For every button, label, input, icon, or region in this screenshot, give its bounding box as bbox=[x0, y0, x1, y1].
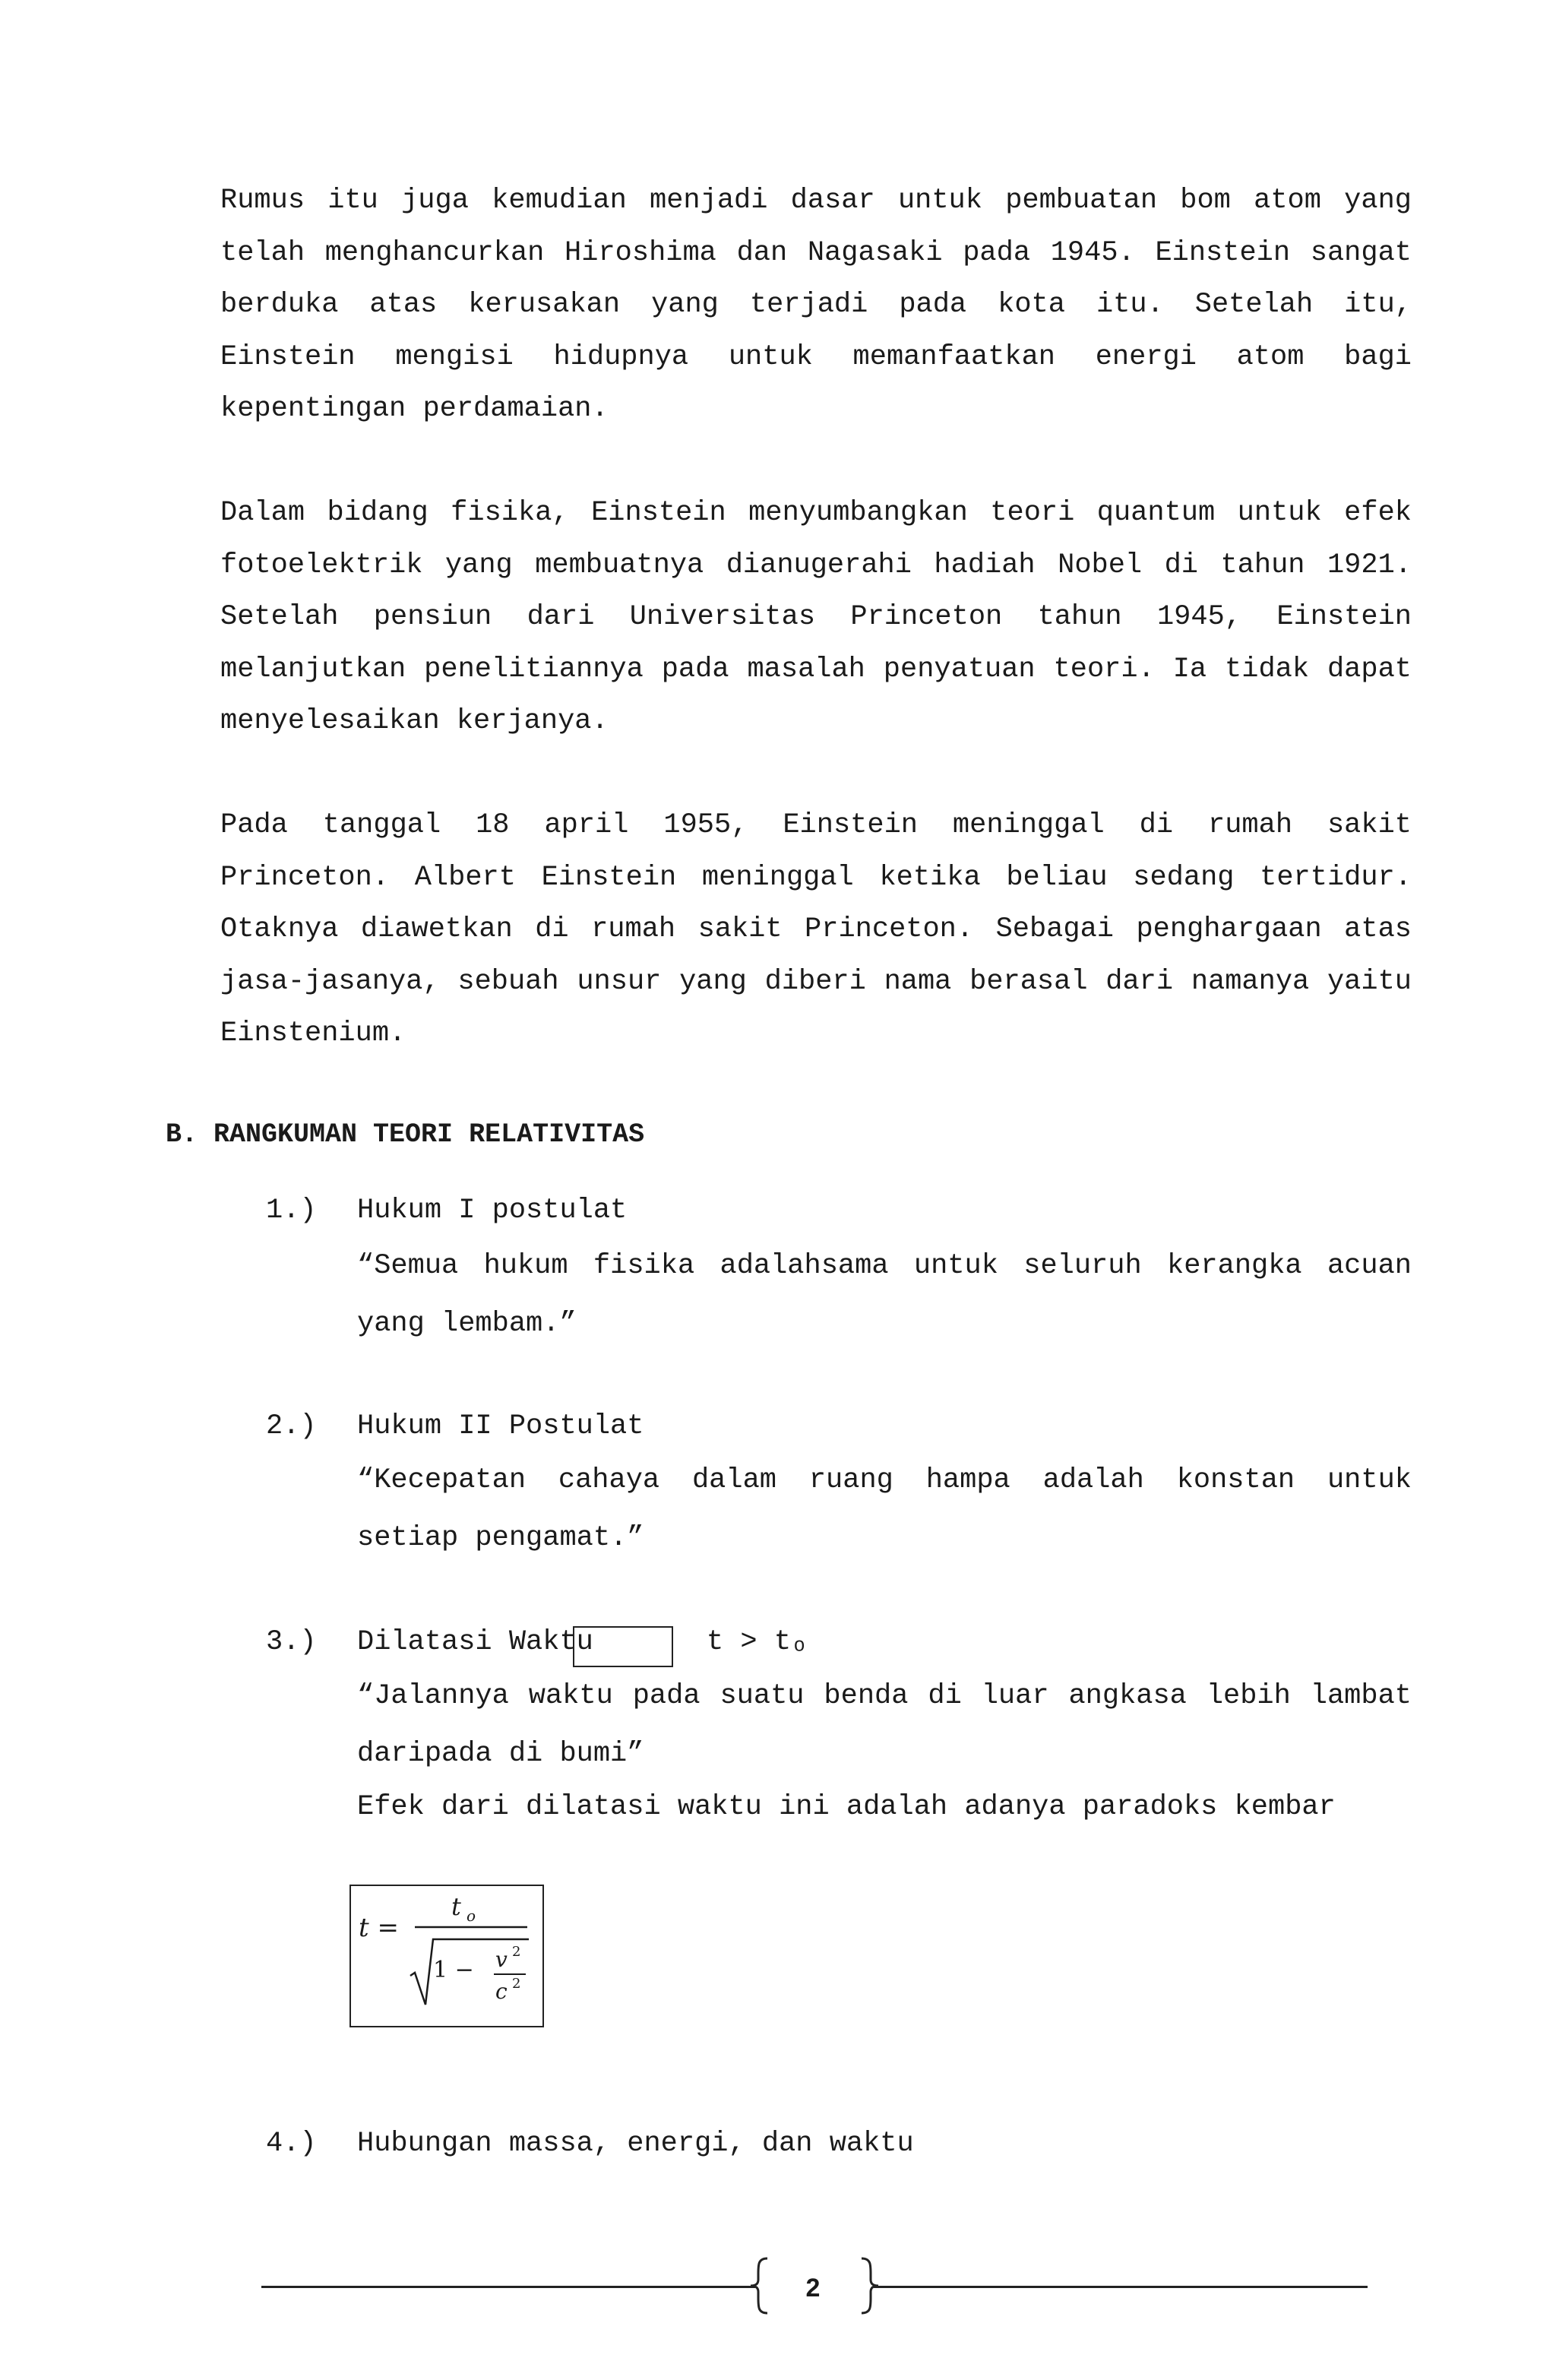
formula-c: c bbox=[495, 1979, 508, 2004]
formula-one-minus: 1 − bbox=[433, 1957, 474, 1983]
formula-numerator: t bbox=[451, 1892, 461, 1921]
item-4-title: Hubungan massa, energi, dan waktu bbox=[357, 2128, 914, 2160]
formula-c-exp: 2 bbox=[512, 1976, 521, 1992]
formula-v: v bbox=[495, 1947, 508, 1972]
footer-rule-left bbox=[261, 2286, 755, 2288]
item-2-body: “Kecepatan cahaya dalam ruang hampa adalah konstan untuk setiap pengamat.” bbox=[357, 1464, 1412, 1554]
item-1-title: Hukum I postulat bbox=[357, 1195, 628, 1226]
paragraph-1: Rumus itu juga kemudian menjadi dasar untuk pembuatan bom atom yang telah menghancurkan Hiroshima dan Nagasaki pada 1945. Einstein sangat berduka atas kerusakan yang terjadi pada kota itu. Setelah itu, Einstein mengisi hidupnya untuk memanfaatkan energi atom bagi kepentingan perdamaian. bbox=[220, 185, 1412, 425]
page-number: 2 bbox=[805, 2274, 821, 2302]
formula-numerator-sub: o bbox=[466, 1907, 476, 1925]
item-2-title: Hukum II Postulat bbox=[357, 1410, 644, 1442]
formula-lhs: t = bbox=[359, 1913, 399, 1943]
item-3-body: “Jalannya waktu pada suatu benda di luar angkasa lebih lambat daripada di bumi” bbox=[357, 1680, 1412, 1770]
footer-rule-right bbox=[874, 2286, 1368, 2288]
item-3-title: Dilatasi Waktu bbox=[357, 1626, 593, 1658]
paragraph-2: Dalam bidang fisika, Einstein menyumbangkan teori quantum untuk efek fotoelektrik yang membuatnya dianugerahi hadiah Nobel di tahun 1921. Setelah pensiun dari Universitas Princeton tahun 1945, Einstein melanjutkan penelitiannya pada masalah penyatuan teori. Ia tidak dapat menyelesaikan kerjanya. bbox=[220, 497, 1412, 737]
formula-v-exp: 2 bbox=[512, 1944, 521, 1960]
item-3-relation: t > tₒ bbox=[707, 1626, 808, 1658]
item-1-number: 1.) bbox=[266, 1195, 317, 1226]
item-3-number: 3.) bbox=[266, 1626, 317, 1658]
time-dilation-formula bbox=[349, 1885, 544, 2027]
section-heading: B. RANGKUMAN TEORI RELATIVITAS bbox=[166, 1119, 645, 1150]
arrow-box bbox=[573, 1626, 673, 1667]
item-3-note: Efek dari dilatasi waktu ini adalah adanya paradoks kembar bbox=[357, 1791, 1336, 1823]
item-4-number: 4.) bbox=[266, 2128, 317, 2160]
item-2-number: 2.) bbox=[266, 1410, 317, 1442]
item-1-body: “Semua hukum fisika adalahsama untuk seluruh kerangka acuan yang lembam.” bbox=[357, 1250, 1412, 1340]
paragraph-3: Pada tanggal 18 april 1955, Einstein meninggal di rumah sakit Princeton. Albert Einstein meninggal ketika beliau sedang tertidur. Otaknya diawetkan di rumah sakit Princeton. Sebagai penghargaan atas jasa-jasanya, sebuah unsur yang diberi nama berasal dari namanya yaitu Einstenium. bbox=[220, 809, 1412, 1049]
